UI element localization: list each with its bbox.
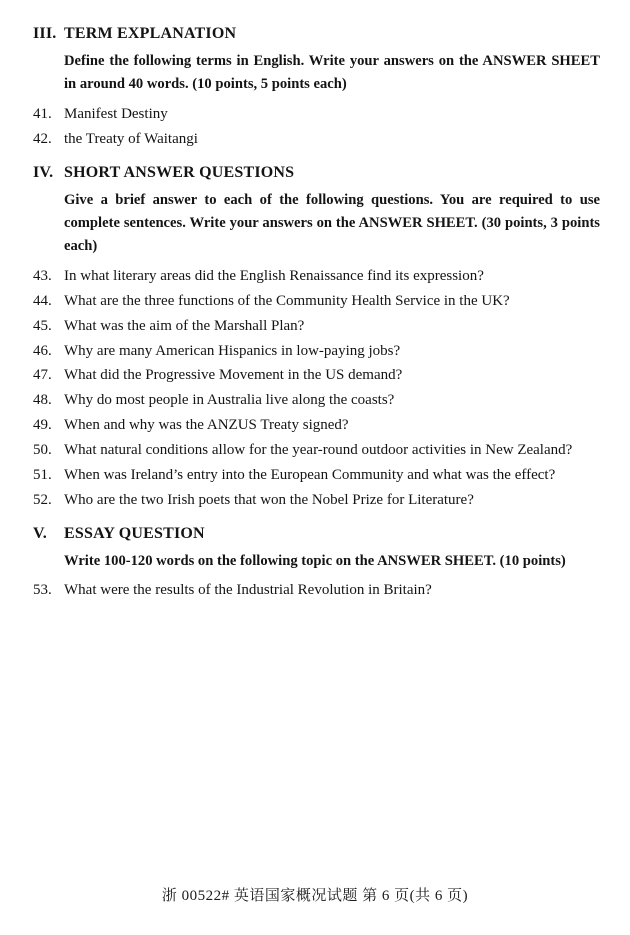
question-item — [33, 413, 600, 438]
question-text: Who are the two Irish poets that won the Nobel Prize for Literature? — [64, 492, 474, 508]
exam-section — [33, 21, 600, 152]
question-list — [33, 264, 600, 513]
question-number: 52. — [33, 492, 52, 508]
section-instructions: Give a brief answer to each of the following questions. You are required to use complete sentences. Write your answers on the ANSWER SHEET. (30 points, 3 points each) — [64, 191, 600, 255]
section-instructions: Write 100-120 words on the following topic on the ANSWER SHEET. (10 points) — [64, 552, 566, 569]
section-title: SHORT ANSWER QUESTIONS — [64, 163, 295, 181]
question-text: What was the aim of the Marshall Plan? — [64, 317, 305, 334]
question-text: Why are many American Hispanics in low-paying jobs? — [64, 342, 401, 359]
section-title: ESSAY QUESTION — [64, 524, 205, 542]
question-number: 42. — [33, 130, 52, 147]
question-number: 43. — [33, 267, 52, 284]
section-numeral: III. — [33, 25, 57, 42]
question-item — [33, 463, 600, 488]
section-heading — [33, 21, 600, 47]
question-item — [33, 339, 600, 364]
exam-section — [33, 160, 600, 513]
question-text: What are the three functions of the Community Health Service in the UK? — [64, 292, 510, 309]
question-number: 45. — [33, 317, 52, 334]
question-item — [33, 127, 600, 152]
question-item — [33, 388, 600, 413]
question-item — [33, 488, 600, 513]
section-heading — [33, 521, 600, 547]
question-list — [33, 578, 600, 603]
question-number: 53. — [33, 582, 52, 599]
question-text: What were the results of the Industrial Revolution in Britain? — [64, 582, 432, 599]
question-number: 46. — [33, 342, 52, 359]
question-item — [33, 264, 600, 289]
page-footer: 浙 00522# 英语国家概况试题 第 6 页(共 6 页) — [161, 888, 469, 904]
question-text: the Treaty of Waitangi — [64, 130, 198, 147]
question-item — [33, 578, 600, 603]
section-title: TERM EXPLANATION — [64, 25, 237, 42]
question-number: 44. — [33, 292, 52, 309]
question-text: In what literary areas did the English Renaissance find its expression? — [64, 267, 484, 284]
question-text: What did the Progressive Movement in the US demand? — [64, 367, 403, 384]
question-number: 49. — [33, 417, 52, 434]
section-numeral: V. — [33, 524, 47, 542]
section-heading — [33, 160, 600, 186]
question-number: 48. — [33, 392, 52, 409]
question-item — [33, 363, 600, 388]
question-list — [33, 102, 600, 152]
exam-section — [33, 521, 600, 603]
question-number: 41. — [33, 105, 52, 122]
question-number: 50. — [33, 442, 52, 459]
question-number: 47. — [33, 367, 52, 384]
question-text: What natural conditions allow for the year-round outdoor activities in New Zealand? — [64, 442, 573, 459]
question-item — [33, 102, 600, 127]
question-number: 51. — [33, 467, 52, 484]
question-text: Manifest Destiny — [64, 105, 168, 122]
question-text: When was Ireland’s entry into the European Community and what was the effect? — [64, 467, 556, 484]
question-item — [33, 289, 600, 314]
section-numeral: IV. — [33, 163, 54, 181]
section-instructions: Define the following terms in English. Write your answers on the ANSWER SHEET in around 40 words. (10 points, 5 points each) — [64, 53, 600, 93]
question-item — [33, 438, 600, 463]
question-item — [33, 314, 600, 339]
question-text: When and why was the ANZUS Treaty signed? — [64, 417, 349, 434]
question-text: Why do most people in Australia live along the coasts? — [64, 392, 395, 409]
